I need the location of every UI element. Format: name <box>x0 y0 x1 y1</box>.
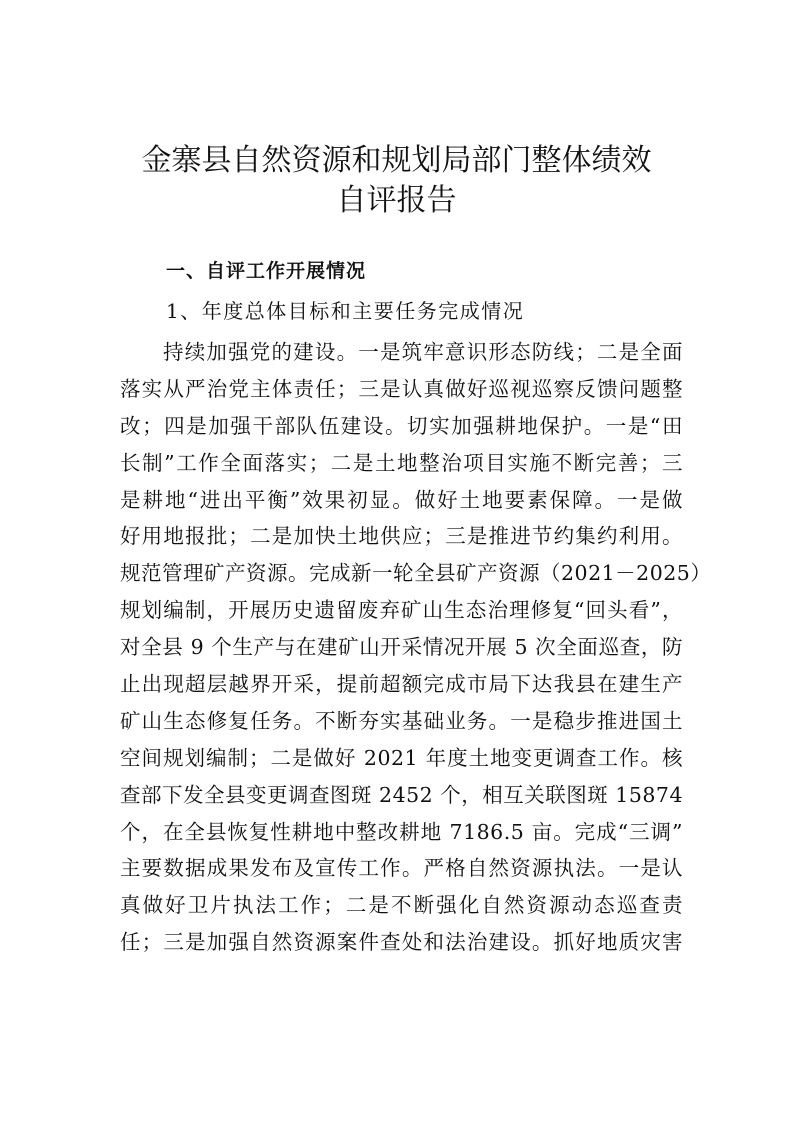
paragraph-line: 个，在全县恢复性耕地中整改耕地 7186.5 亩。完成“三调” <box>120 819 683 844</box>
paragraph-line: 长制”工作全面落实；二是土地整治项目实施不断完善；三 <box>120 450 683 475</box>
paragraph-line: 主要数据成果发布及宣传工作。严格自然资源执法。一是认 <box>120 856 683 881</box>
paragraph-line: 好用地报批；二是加快土地供应；三是推进节约集约利用。 <box>120 524 683 549</box>
paragraph-line: 是耕地“进出平衡”效果初显。做好土地要素保障。一是做 <box>120 487 683 512</box>
subsection-heading: 1、年度总体目标和主要任务完成情况 <box>166 299 525 323</box>
paragraph-line: 矿山生态修复任务。不断夯实基础业务。一是稳步推进国土 <box>120 708 683 733</box>
paragraph-line: 改；四是加强干部队伍建设。切实加强耕地保护。一是“田 <box>120 413 683 438</box>
paragraph-line: 止出现超层越界开采，提前超额完成市局下达我县在建生产 <box>120 672 683 697</box>
paragraph-line: 持续加强党的建设。一是筑牢意识形态防线；二是全面 <box>163 340 683 364</box>
paragraph-line: 规范管理矿产资源。完成新一轮全县矿产资源（2021－2025） <box>120 561 712 586</box>
paragraph-line: 空间规划编制；二是做好 2021 年度土地变更调查工作。核 <box>120 745 683 770</box>
paragraph-line: 规划编制，开展历史遗留废弃矿山生态治理修复“回头看”， <box>120 598 683 623</box>
paragraph-line: 查部下发全县变更调查图斑 2452 个，相互关联图斑 15874 <box>120 782 683 807</box>
paragraph-line: 任；三是加强自然资源案件查处和法治建设。抓好地质灾害 <box>120 930 683 955</box>
document-title-line-1: 金寨县自然资源和规划局部门整体绩效 <box>141 143 652 178</box>
paragraph-line: 对全县 9 个生产与在建矿山开采情况开展 5 次全面巡查，防 <box>120 635 683 660</box>
document-title-line-2: 自评报告 <box>336 183 457 218</box>
section-heading: 一、自评工作开展情况 <box>166 260 367 282</box>
paragraph-line: 真做好卫片执法工作；二是不断强化自然资源动态巡查责 <box>120 893 683 918</box>
paragraph-line: 落实从严治党主体责任；三是认真做好巡视巡察反馈问题整 <box>120 376 683 401</box>
body-paragraph <box>120 334 712 961</box>
